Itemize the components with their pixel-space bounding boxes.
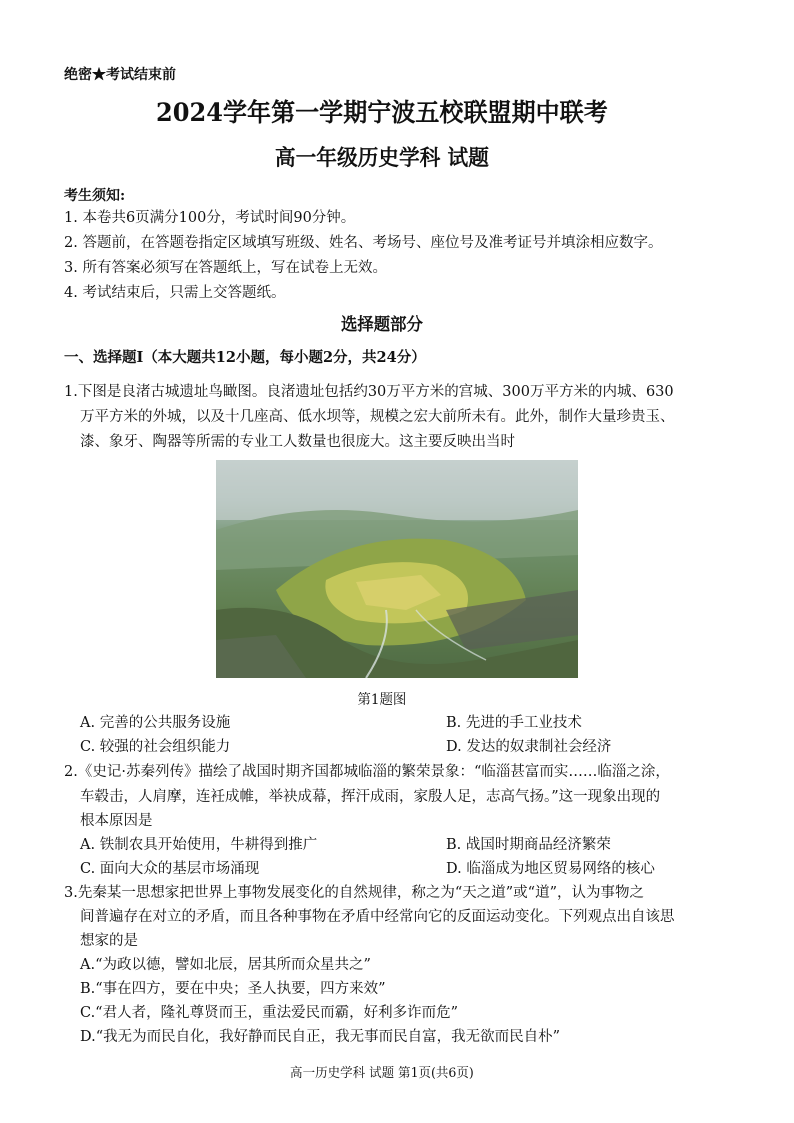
q3-stem-line: 想家的是 bbox=[80, 933, 138, 949]
exam-title: 2024学年第一学期宁波五校联盟期中联考 bbox=[156, 98, 608, 127]
q1-option-d[interactable]: D. 发达的奴隶制社会经济 bbox=[446, 739, 612, 755]
q1-stem-line: 漆、象牙、陶器等所需的专业工人数量也很庞大。这主要反映出当时 bbox=[80, 434, 515, 450]
exam-subtitle: 高一年级历史学科 试题 bbox=[274, 146, 489, 171]
q3-option-b[interactable]: B.“事在四方，要在中央；圣人执要，四方来效” bbox=[80, 981, 386, 997]
q3-stem-line: 间普遍存在对立的矛盾，而且各种事物在矛盾中经常向它的反面运动变化。下列观点出自该思 bbox=[80, 909, 675, 925]
notice-heading: 考生须知: bbox=[64, 188, 126, 204]
q2-option-b[interactable]: B. 战国时期商品经济繁荣 bbox=[446, 837, 611, 853]
aerial-illustration bbox=[216, 460, 578, 678]
q1-option-a[interactable]: A. 完善的公共服务设施 bbox=[80, 715, 231, 731]
q1-figure-caption: 第1题图 bbox=[357, 692, 407, 708]
q3-option-d[interactable]: D.“我无为而民自化，我好静而民自正，我无事而民自富，我无欲而民自朴” bbox=[80, 1029, 561, 1045]
q2-stem-line: 根本原因是 bbox=[80, 813, 153, 829]
notice-item: 3. 所有答案必须写在答题纸上，写在试卷上无效。 bbox=[64, 260, 387, 276]
section-title: 选择题部分 bbox=[341, 315, 423, 335]
notice-item: 4. 考试结束后，只需上交答题纸。 bbox=[64, 285, 286, 301]
q3-option-c[interactable]: C.“君人者，隆礼尊贤而王，重法爱民而霸，好利多诈而危” bbox=[80, 1005, 459, 1021]
q3-stem-line: 3.先秦某一思想家把世界上事物发展变化的自然规律，称之为“天之道”或“道”，认为事物之 bbox=[64, 885, 644, 901]
q2-option-a[interactable]: A. 铁制农具开始使用，牛耕得到推广 bbox=[80, 837, 318, 853]
q1-option-c[interactable]: C. 较强的社会组织能力 bbox=[80, 739, 231, 755]
part-heading: 一、选择题Ⅰ（本大题共12小题，每小题2分，共24分） bbox=[64, 349, 426, 366]
q2-option-d[interactable]: D. 临淄成为地区贸易网络的核心 bbox=[446, 861, 655, 877]
q2-stem-line: 2.《史记·苏秦列传》描绘了战国时期齐国都城临淄的繁荣景象：“临淄甚富而实……临淄之涂， bbox=[64, 764, 670, 780]
secret-mark: 绝密★考试结束前 bbox=[64, 67, 176, 83]
liangzhu-aerial-photo bbox=[216, 460, 578, 678]
q2-stem-line: 车毂击，人肩摩，连衽成帷，举袂成幕，挥汗成雨，家殷人足，志高气扬。”这一现象出现的 bbox=[80, 789, 661, 805]
q2-option-c[interactable]: C. 面向大众的基层市场涌现 bbox=[80, 861, 260, 877]
page-footer: 高一历史学科 试题 第1页(共6页) bbox=[290, 1066, 474, 1081]
notice-item: 1. 本卷共6页满分100分，考试时间90分钟。 bbox=[64, 210, 356, 226]
q1-stem-line: 1.下图是良渚古城遗址鸟瞰图。良渚遗址包括约30万平方米的宫城、300万平方米的内城、630 bbox=[64, 384, 674, 400]
q3-option-a[interactable]: A.“为政以德，譬如北辰，居其所而众星共之” bbox=[80, 957, 371, 973]
q1-stem-line: 万平方米的外城，以及十几座高、低水坝等，规模之宏大前所未有。此外，制作大量珍贵玉、 bbox=[80, 409, 675, 425]
notice-item: 2. 答题前，在答题卷指定区域填写班级、姓名、考场号、座位号及准考证号并填涂相应数字。 bbox=[64, 235, 663, 251]
q1-option-b[interactable]: B. 先进的手工业技术 bbox=[446, 715, 582, 731]
